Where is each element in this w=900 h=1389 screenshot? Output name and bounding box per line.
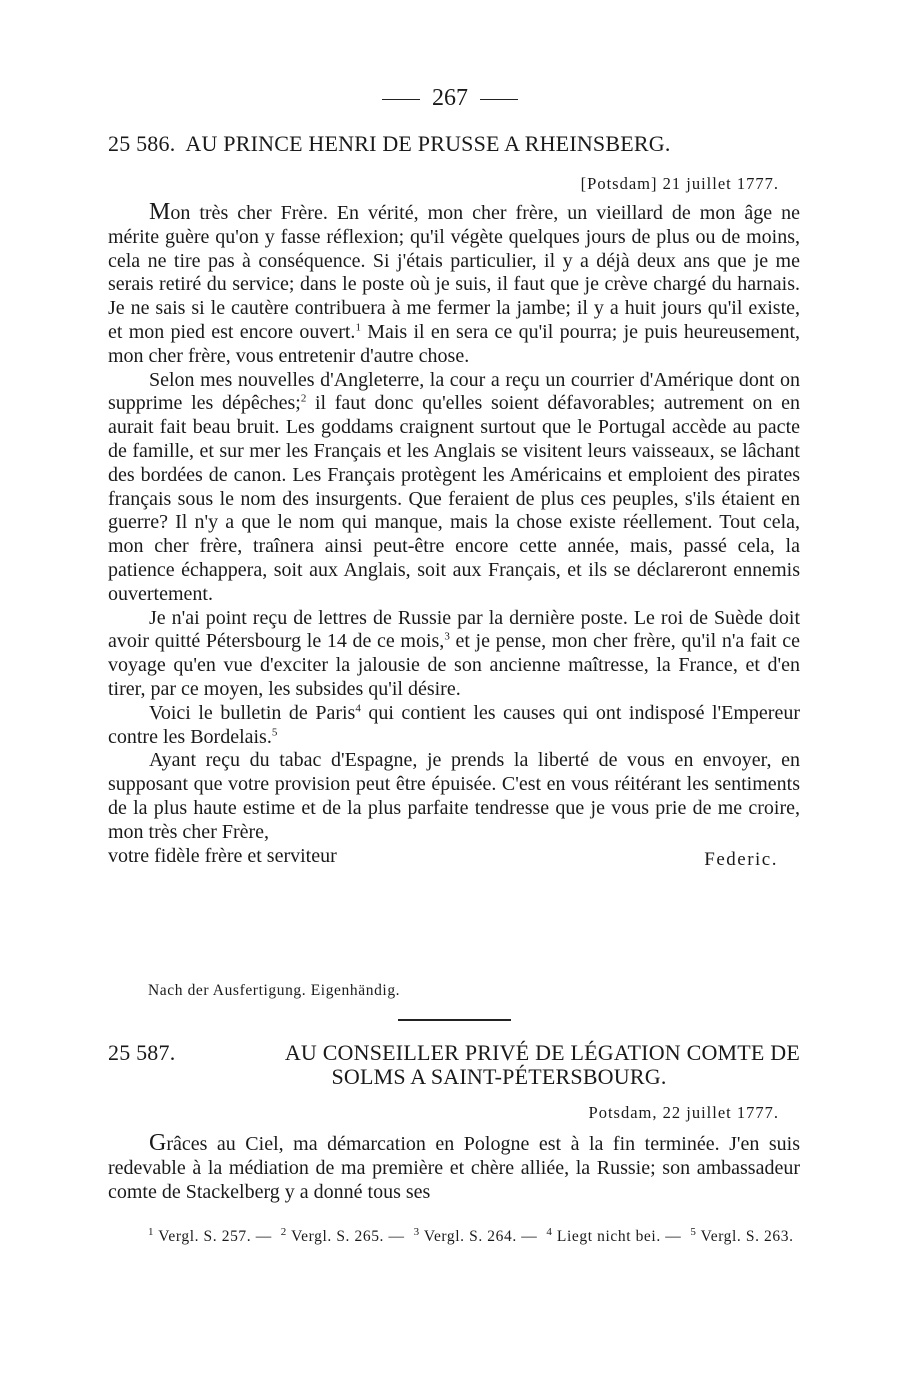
paragraph-text: Je n'ai point reçu de lettres de Russie par la dernière poste. Le roi de Suède doit avoir quitté Pétersbourg le 14 de ce mois, [108, 606, 800, 653]
paragraph-text: râces au Ciel, ma démarcation en Pologne est à la fin terminée. J'en suis redevable à la médiation de ma première et chère alliée, la Russie; son ambassadeur comte de Stackelberg y a donné tous ses [108, 1133, 800, 1203]
letter1-title: AU PRINCE HENRI DE PRUSSE A RHEINSBERG. [185, 131, 671, 156]
letter1-date: [Potsdam] 21 juillet 1777. [580, 174, 779, 193]
footnote-text: Vergl. S. 264. — [419, 1228, 538, 1245]
footnote-ref: 1 [355, 321, 361, 334]
footnotes [108, 1225, 800, 1248]
paragraph-text: qui contient les causes qui ont indisposé l'Empereur contre les Bordelais. [108, 701, 800, 748]
footnote-number: 4 [546, 1225, 553, 1238]
footnote-text: Vergl. S. 257. — [154, 1228, 272, 1245]
paragraph-text: il faut donc qu'elles soient défavorables; autrement on en aurait fait beau bruit. Les goddams craignent surtout que le Portugal accède au pacte de famille, et sur mer les Français et les Anglais se visitent leurs vaisseaux, se lâchant des bordées de canon. Les Français protègent les Américains et emploient des pirates français sous le nom des insurgents. Que feraient de plus ces peuples, s'ils étaient en guerre? Il n'y a que le nom qui manque, mais la chose existe réellement. Tout cela, mon cher frère, traînera ainsi peut-être encore cette année, mais, passé cela, la patience échappera, soit aux Anglais, soit aux Français, et ils se déclareront ennemis ouvertement. [108, 392, 800, 605]
letter1-paragraph-2 [108, 369, 800, 607]
letter1-paragraph-4 [108, 702, 800, 750]
footnote-number: 3 [413, 1225, 420, 1238]
footnote-ref: 4 [355, 702, 361, 715]
letter2-title-line2: SOLMS A SAINT-PÉTERSBOURG. [331, 1064, 667, 1089]
drop-initial: M [149, 199, 171, 225]
footnote-ref: 5 [271, 725, 278, 738]
closing-row [108, 845, 800, 869]
section-divider [398, 1019, 511, 1021]
letter1-paragraph-5: Ayant reçu du tabac d'Espagne, je prends la liberté de vous en envoyer, en supposant que votre provision peut être épuisée. C'est en vous réitérant les sentiments de la plus haute estime et de la plus parfaite tendresse que je vous prie de me croire, mon très cher Frère, [108, 749, 800, 843]
footnote-ref: 3 [444, 630, 450, 643]
footnote-text: Liegt nicht bei. — [552, 1228, 682, 1245]
letter2-paragraph-1 [108, 1132, 800, 1204]
letter1-paragraph-3 [108, 607, 800, 702]
signature: Federic. [704, 848, 778, 870]
footnote-ref: 2 [300, 392, 307, 405]
letter2-date: Potsdam, 22 juillet 1777. [588, 1103, 779, 1122]
dash-left [382, 99, 420, 100]
closing-text: votre fidèle frère et serviteur [108, 844, 337, 867]
footnote-block [108, 1225, 800, 1248]
dash-right [480, 99, 518, 100]
letter2-body [108, 1132, 800, 1204]
letter2-heading-line1 [108, 1041, 800, 1065]
paragraph-text: et je pense, mon cher frère, qu'il n'a fait ce voyage qu'en vue d'exciter la jalousie de son ancienne maîtresse, la France, et d'en tirer, par ce moyen, les subsides qu'il désire. [108, 630, 800, 700]
drop-initial: G [149, 1130, 167, 1156]
page-number-text: 267 [432, 85, 468, 111]
footnote-number: 2 [280, 1225, 287, 1238]
paragraph-text: Selon mes nouvelles d'Angleterre, la cour a reçu un courrier d'Amérique dont on supprime les dépêches; [108, 368, 800, 415]
page-number [0, 84, 900, 112]
paragraph-text: Mais il en sera ce qu'il pourra; je puis heureusement, mon cher frère, vous entretenir d'autre chose. [108, 320, 800, 367]
letter1-body [108, 201, 800, 868]
footnote-text: Vergl. S. 263. [696, 1228, 794, 1245]
letter1-paragraph-1 [108, 201, 800, 369]
footnote-text: Vergl. S. 265. — [286, 1228, 405, 1245]
paragraph-text: on très cher Frère. En vérité, mon cher frère, un vieillard de mon âge ne mérite guère qu'on y fasse réflexion; qu'il végète quelques jours de plus ou de moins, cela ne tire pas à conséquence. Si j'étais particulier, il y a déjà deux ans que je me serais retiré du service; dans le poste où je suis, il faut que je crève chargé du harnais. Je ne sais si le cautère contribuera à me fermer la jambe; il y a huit jours qu'il existe, et mon pied est encore ouvert. [108, 202, 800, 343]
letter1-heading [108, 132, 800, 156]
footnote-number: 5 [690, 1225, 697, 1238]
footnote-number: 1 [148, 1225, 155, 1238]
letter2-heading [108, 1041, 800, 1089]
letter1-number: 25 586. [108, 131, 176, 156]
letter2-number: 25 587. [108, 1040, 176, 1065]
paragraph-text: Voici le bulletin de Paris [149, 701, 356, 724]
letter2-title-line1: AU CONSEILLER PRIVÉ DE LÉGATION COMTE DE [284, 1040, 800, 1065]
source-note: Nach der Ausfertigung. Eigenhändig. [148, 982, 401, 999]
